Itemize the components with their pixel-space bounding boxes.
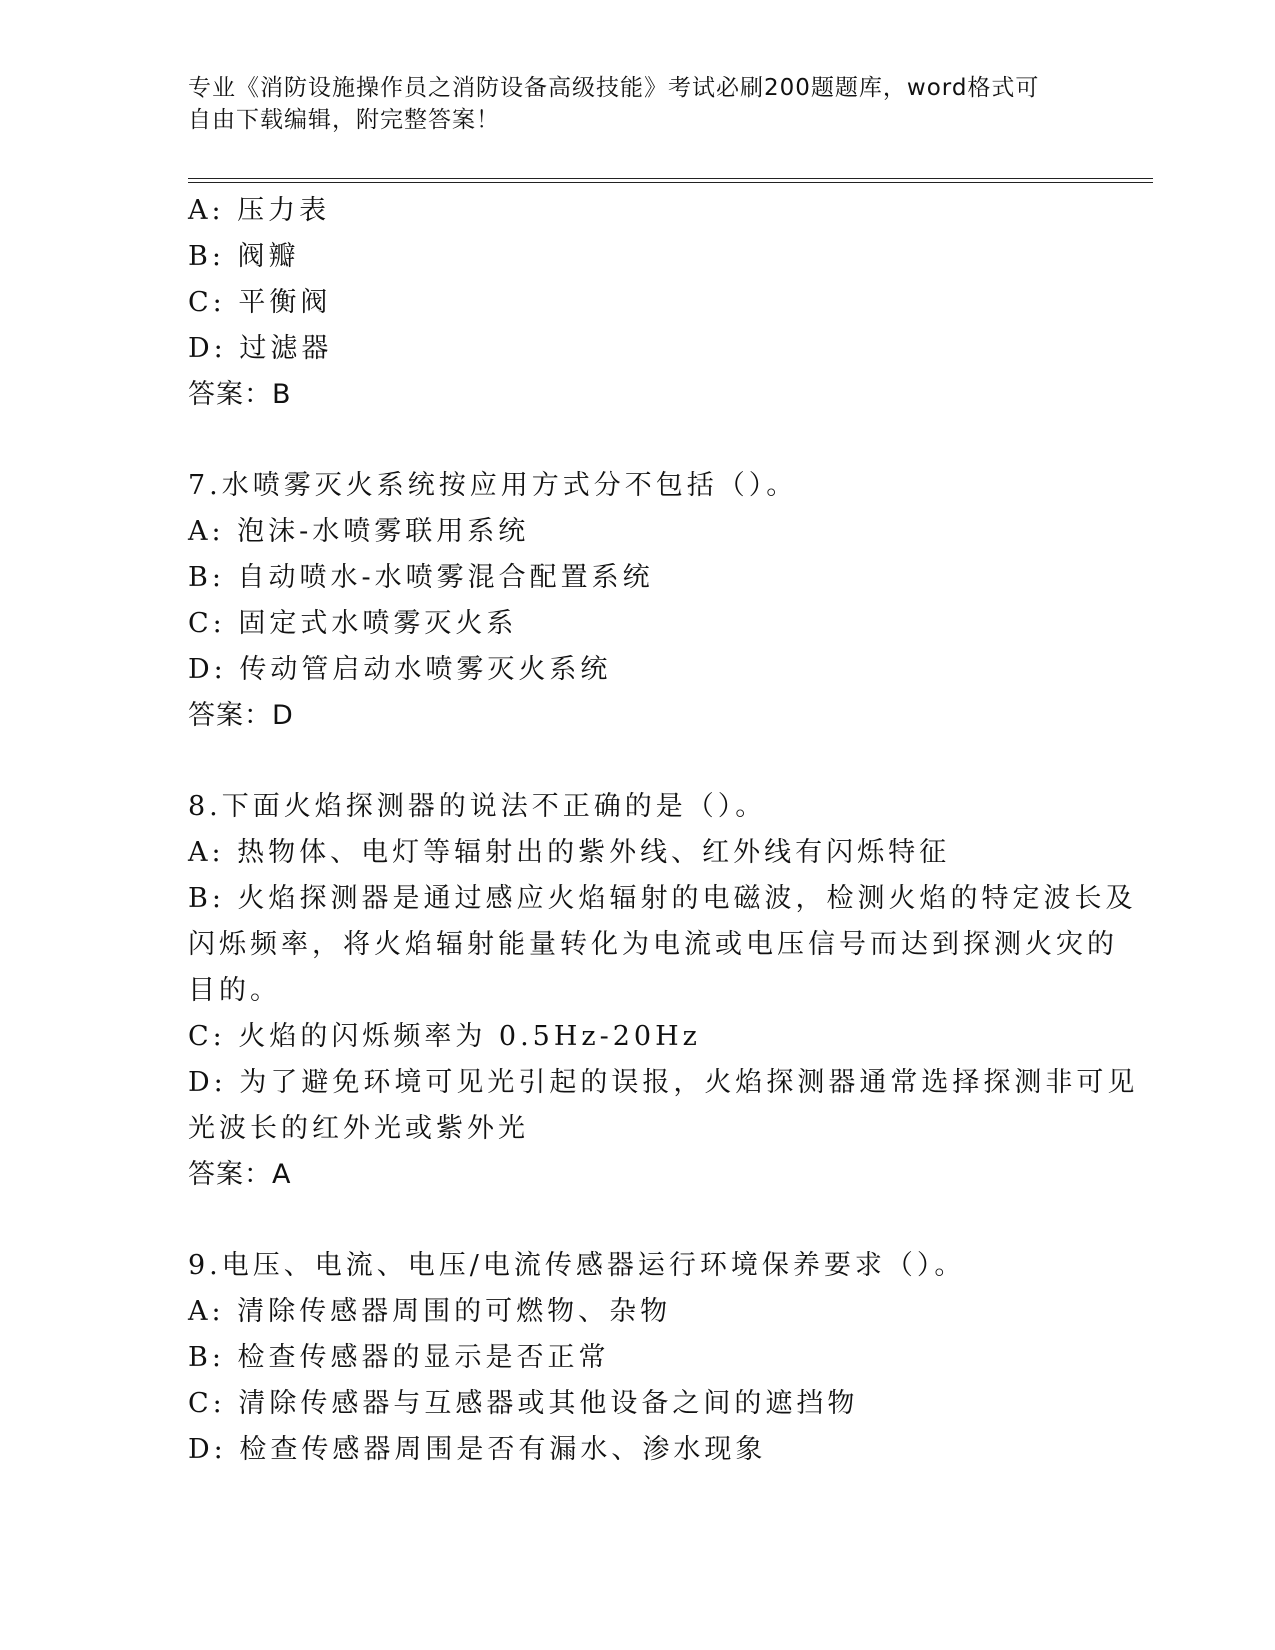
option-a: A: 泡沫-水喷雾联用系统	[188, 516, 530, 547]
header-line-2: 自由下载编辑，附完整答案！	[188, 107, 500, 133]
option-d: D: 传动管启动水喷雾灭火系统	[188, 654, 612, 685]
option-b: B: 检查传感器的显示是否正常	[188, 1342, 610, 1373]
question-8	[188, 784, 1139, 1198]
question-text: 9.电压、电流、电压/电流传感器运行环境保养要求（）。	[188, 1250, 966, 1281]
option-c: C: 火焰的闪烁频率为 0.5Hz-20Hz	[188, 1021, 701, 1052]
option-d: D: 检查传感器周围是否有漏水、渗水现象	[188, 1434, 767, 1465]
option-a: A: 热物体、电灯等辐射出的紫外线、红外线有闪烁特征	[188, 837, 951, 868]
option-c: C: 清除传感器与互感器或其他设备之间的遮挡物	[188, 1388, 859, 1419]
option-a: A: 压力表	[188, 195, 331, 226]
question-6	[188, 188, 1088, 418]
option-c: C: 固定式水喷雾灭火系	[188, 608, 518, 639]
option-a: A: 清除传感器周围的可燃物、杂物	[188, 1296, 672, 1327]
option-b: B: 阀瓣	[188, 241, 300, 272]
option-d-line-2: 光波长的红外光或紫外光	[188, 1113, 529, 1144]
spacer	[188, 739, 1088, 784]
question-9	[188, 1243, 1088, 1473]
spacer	[188, 1198, 1088, 1243]
header-divider	[188, 178, 1153, 183]
spacer	[188, 418, 1088, 463]
header-line-1: 专业《消防设施操作员之消防设备高级技能》考试必刷200题题库，word格式可	[188, 75, 1040, 101]
document-header	[188, 72, 1068, 136]
option-c: C: 平衡阀	[188, 287, 332, 318]
answer-text: 答案：B	[188, 379, 292, 410]
answer-text: 答案：A	[188, 1159, 292, 1190]
question-text: 7.水喷雾灭火系统按应用方式分不包括（）。	[188, 470, 798, 501]
option-b: B: 自动喷水-水喷雾混合配置系统	[188, 562, 654, 593]
question-list	[188, 188, 1139, 1473]
option-b-line-1: B: 火焰探测器是通过感应火焰辐射的电磁波，检测火焰的特定波长及	[188, 883, 1137, 914]
question-7	[188, 463, 1088, 739]
answer-text: 答案：D	[188, 700, 294, 731]
option-d: D: 过滤器	[188, 333, 333, 364]
option-b-line-2: 闪烁频率，将火焰辐射能量转化为电流或电压信号而达到探测火灾的	[188, 929, 1118, 960]
option-b-line-3: 目的。	[188, 975, 281, 1006]
question-text: 8.下面火焰探测器的说法不正确的是（）。	[188, 791, 767, 822]
option-d-line-1: D: 为了避免环境可见光引起的误报，火焰探测器通常选择探测非可见	[188, 1067, 1139, 1098]
